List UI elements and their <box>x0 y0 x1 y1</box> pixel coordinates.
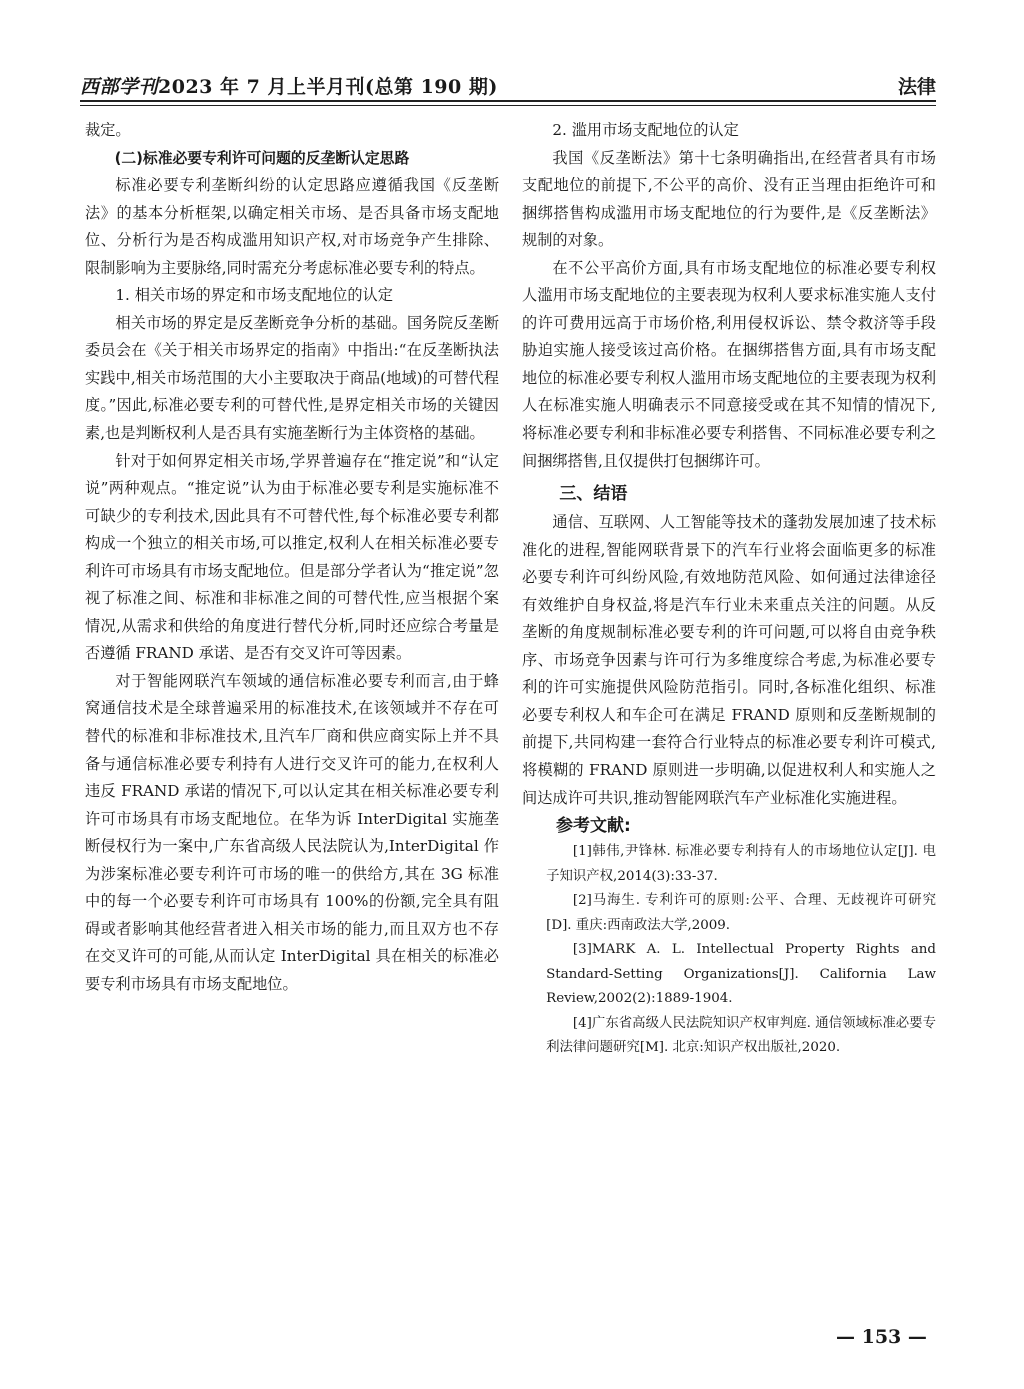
left-column <box>85 117 499 999</box>
reference-item: [2]马海生. 专利许可的原则:公平、合理、无歧视许可研究[D]. 重庆:西南政法大学,2009. <box>546 893 936 933</box>
section-heading: 三、结语 <box>559 484 628 505</box>
references-title: 参考文献: <box>556 816 631 837</box>
journal-issue <box>80 72 498 99</box>
paragraph: 标准必要专利垄断纠纷的认定思路应遵循我国《反垄断法》的基本分析框架,以确定相关市场、是否具备市场支配地位、分析行为是否构成滥用知识产权,对市场竞争产生排除、限制影响为主要脉络,同时需充分考虑标准必要专利的特点。 <box>85 176 499 277</box>
reference-item: [1]韩伟,尹锋林. 标准必要专利持有人的市场地位认定[J]. 电子知识产权,2014(3):33-37. <box>546 844 936 884</box>
paragraph: 相关市场的界定是反垄断竞争分析的基础。国务院反垄断委员会在《关于相关市场界定的指南》中指出:“在反垄断执法实践中,相关市场范围的大小主要取决于商品(地域)的可替代程度。”因此,标准必要专利的可替代性,是界定相关市场的关键因素,也是判断权利人是否具有实施垄断行为主体资格的基础。 <box>85 313 499 443</box>
journal-logo: 西部学刊 <box>80 76 159 98</box>
reference-item: [4]广东省高级人民法院知识产权审判庭. 通信领域标准必要专利法律问题研究[M]. 北京:知识产权出版社,2020. <box>546 1015 936 1056</box>
page-number: — 153 — <box>836 1326 927 1348</box>
subsubsection-heading: 2. 滥用市场支配地位的认定 <box>552 121 739 139</box>
section-label: 法律 <box>897 76 936 98</box>
paragraph: 针对于如何界定相关市场,学界普遍存在“推定说”和“认定说”两种观点。“推定说”认为由于标准必要专利是实施标准不可缺少的专利技术,因此具有不可替代性,每个标准必要专利都构成一个独立的相关市场,可以推定,权利人在相关标准必要专利许可市场具有市场支配地位。但是部分学者认为“推定说”忽视了标准之间、标准和非标准之间的可替代性,应当根据个案情况,从需求和供给的角度进行替代分析,同时还应综合考量是否遵循 FRAND 承诺、是否有交叉许可等因素。 <box>85 451 499 663</box>
paragraph: 在不公平高价方面,具有市场支配地位的标准必要专利权人滥用市场支配地位的主要表现为权利人要求标准实施人支付的许可费用远高于市场价格,利用侵权诉讼、禁令救济等手段胁迫实施人接受该过高价格。在捆绑搭售方面,具有市场支配地位的标准必要专利权人滥用市场支配地位的主要表现为权利人在标准实施人明确表示不同意接受或在其不知情的情况下,将标准必要专利和非标准必要专利搭售、不同标准必要专利之间捆绑搭售,且仅提供打包捆绑许可。 <box>522 258 936 470</box>
paragraph: 对于智能网联汽车领域的通信标准必要专利而言,由于蜂窝通信技术是全球普遍采用的标准技术,在该领域并不存在可替代的标准和非标准技术,且汽车厂商和供应商实际上并不具备与通信标准必要专利持有人进行交叉许可的能力,在权利人违反 FRAND 承诺的情况下,可以认定其在相关标准必要专利许可市场具有市场支配地位。在华为诉 InterDigital 实施垄断侵权行为一案中,广东省高级人民法院认为,InterDigital 作为涉案标准必要专利许可市场的唯一的供给方,其在 3G 标准中的每一个必要专利许可市场具有 100%的份额,完全具有阻碍或者影响其他经营者进入相关市场的能力,而且双方也不存在交叉许可的可能,从而认定 InterDigital 具在相关的标准必要专利市场具有市场支配地位。 <box>85 671 499 993</box>
subsubsection-heading: 1. 相关市场的界定和市场支配地位的认定 <box>115 286 393 305</box>
paragraph: 我国《反垄断法》第十七条明确指出,在经营者具有市场支配地位的前提下,不公平的高价、没有正当理由拒绝许可和捆绑搭售构成滥用市场支配地位的行为要件,是《反垄断法》规制的对象。 <box>522 148 936 250</box>
header-rule <box>80 100 936 106</box>
right-column <box>522 117 936 1061</box>
reference-item: [3]MARK A. L. Intellectual Property Rights and Standard-Setting Organizations[J]. California Law Review,2002(2):1889-1904. <box>546 942 936 1007</box>
running-header <box>80 72 936 100</box>
paragraph: 裁定。 <box>85 121 131 139</box>
subsection-heading: (二)标准必要专利许可问题的反垄断认定思路 <box>114 149 410 167</box>
paragraph: 通信、互联网、人工智能等技术的蓬勃发展加速了技术标准化的进程,智能网联背景下的汽车行业将会面临更多的标准必要专利许可纠纷风险,有效地防范风险、如何通过法律途径有效维护自身权益,将是汽车行业未来重点关注的问题。从反垄断的角度规制标准必要专利的许可问题,可以将自由竞争秩序、市场竞争因素与许可行为多维度综合考虑,为标准必要专利的许可实施提供风险防范指引。同时,各标准化组织、标准必要专利权人和车企可在满足 FRAND 原则和反垄断规制的前提下,共同构建一套符合行业特点的标准必要专利许可模式,将模糊的 FRAND 原则进一步明确,以促进权利人和实施人之间达成许可共识,推动智能网联汽车产业标准化实施进程。 <box>522 513 936 807</box>
issue-label: 2023 年 7 月上半月刊(总第 190 期) <box>158 76 498 98</box>
